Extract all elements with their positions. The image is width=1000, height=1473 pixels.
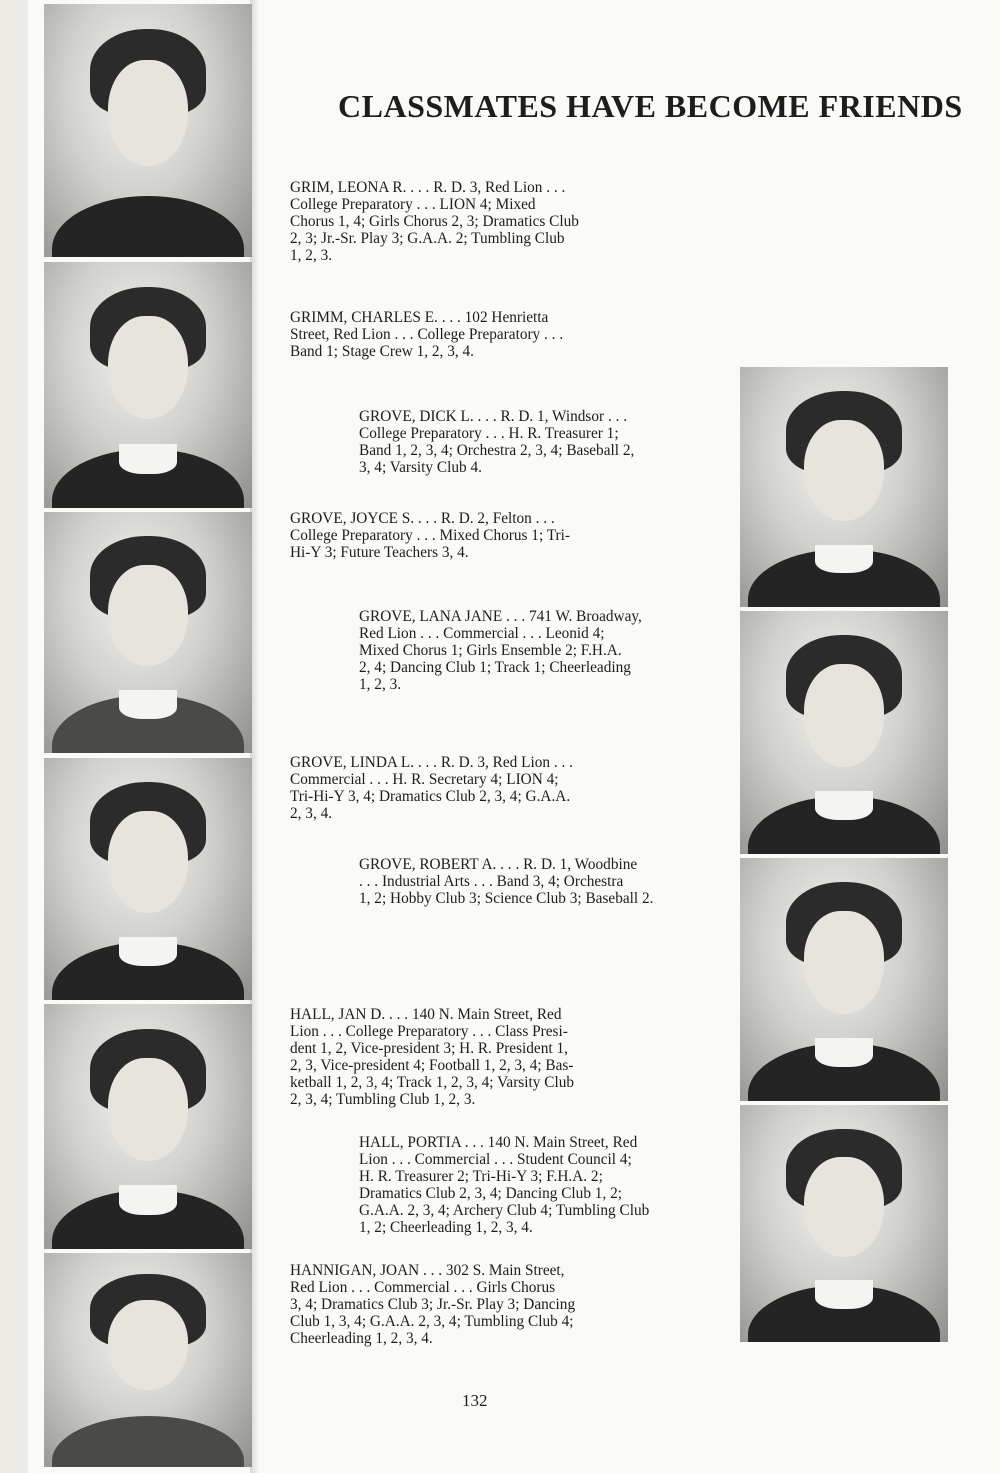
entry-line: Street, Red Lion . . . College Preparatory . . .	[290, 326, 564, 343]
entry-line: dent 1, 2, Vice-president 3; H. R. President 1,	[290, 1040, 568, 1057]
portrait-photo	[740, 858, 948, 1101]
entry-line: Red Lion . . . Commercial . . . Girls Chorus	[290, 1279, 556, 1296]
portrait-photo	[44, 1253, 252, 1467]
entry-line: HALL, PORTIA . . . 140 N. Main Street, Red	[359, 1134, 638, 1151]
entry-line: Dramatics Club 2, 3, 4; Dancing Club 1, 2;	[359, 1185, 622, 1202]
student-entry	[290, 1262, 640, 1347]
entry-line: GROVE, LINDA L. . . . R. D. 3, Red Lion . . .	[290, 754, 573, 771]
entry-line: Chorus 1, 4; Girls Chorus 2, 3; Dramatics Club	[290, 213, 579, 230]
entry-line: GRIM, LEONA R. . . . R. D. 3, Red Lion . . .	[290, 179, 566, 196]
student-entry	[290, 179, 638, 264]
entry-line: 1, 2; Hobby Club 3; Science Club 3; Baseball 2.	[359, 890, 654, 907]
entry-line: Commercial . . . H. R. Secretary 4; LION 4;	[290, 771, 559, 788]
entry-line: Cheerleading 1, 2, 3, 4.	[290, 1330, 433, 1347]
portrait-photo	[740, 1105, 948, 1342]
entry-line: HANNIGAN, JOAN . . . 302 S. Main Street,	[290, 1262, 565, 1279]
entry-line: 2, 4; Dancing Club 1; Track 1; Cheerleading	[359, 659, 631, 676]
student-entry	[359, 408, 709, 476]
page-heading: CLASSMATES HAVE BECOME FRIENDS	[338, 88, 963, 124]
entry-line: College Preparatory . . . Mixed Chorus 1; Tri-	[290, 527, 570, 544]
entry-line: GROVE, DICK L. . . . R. D. 1, Windsor . . .	[359, 408, 628, 425]
entry-line: GROVE, JOYCE S. . . . R. D. 2, Felton . . .	[290, 510, 555, 527]
entry-line: 1, 2, 3.	[359, 676, 402, 693]
student-entry	[290, 754, 640, 822]
portrait-photo	[44, 262, 252, 508]
entry-line: Club 1, 3, 4; G.A.A. 2, 3, 4; Tumbling Club 4;	[290, 1313, 574, 1330]
entry-line: H. R. Treasurer 2; Tri-Hi-Y 3; F.H.A. 2;	[359, 1168, 603, 1185]
student-entry	[359, 608, 709, 693]
entry-line: 1, 2; Cheerleading 1, 2, 3, 4.	[359, 1219, 533, 1236]
entry-line: . . . Industrial Arts . . . Band 3, 4; Orchestra	[359, 873, 624, 890]
entry-line: Lion . . . College Preparatory . . . Class Presi-	[290, 1023, 568, 1040]
entry-line: Tri-Hi-Y 3, 4; Dramatics Club 2, 3, 4; G.A.A.	[290, 788, 571, 805]
entry-line: ketball 1, 2, 3, 4; Track 1, 2, 3, 4; Varsity Club	[290, 1074, 574, 1091]
student-entry	[290, 309, 640, 360]
entry-line: 3, 4; Dramatics Club 3; Jr.-Sr. Play 3; Dancing	[290, 1296, 576, 1313]
portrait-photo	[740, 367, 948, 607]
entry-line: College Preparatory . . . H. R. Treasurer 1;	[359, 425, 619, 442]
entry-line: 2, 3; Jr.-Sr. Play 3; G.A.A. 2; Tumbling Club	[290, 230, 565, 247]
entry-line: College Preparatory . . . LION 4; Mixed	[290, 196, 536, 213]
entry-line: GROVE, ROBERT A. . . . R. D. 1, Woodbine	[359, 856, 638, 873]
entry-line: 2, 3, Vice-president 4; Football 1, 2, 3, 4; Bas-	[290, 1057, 574, 1074]
entry-line: 1, 2, 3.	[290, 247, 333, 264]
entry-line: Red Lion . . . Commercial . . . Leonid 4;	[359, 625, 605, 642]
entry-line: G.A.A. 2, 3, 4; Archery Club 4; Tumbling Club	[359, 1202, 650, 1219]
student-entry	[359, 856, 709, 907]
page-edge	[0, 0, 28, 1473]
entry-line: 2, 3, 4; Tumbling Club 1, 2, 3.	[290, 1091, 476, 1108]
portrait-photo	[44, 512, 252, 753]
entry-line: Band 1, 2, 3, 4; Orchestra 2, 3, 4; Baseball 2,	[359, 442, 635, 459]
entry-line: 3, 4; Varsity Club 4.	[359, 459, 482, 476]
entry-line: Lion . . . Commercial . . . Student Council 4;	[359, 1151, 632, 1168]
entry-line: GROVE, LANA JANE . . . 741 W. Broadway,	[359, 608, 642, 625]
entry-line: GRIMM, CHARLES E. . . . 102 Henrietta	[290, 309, 549, 326]
entry-line: Hi-Y 3; Future Teachers 3, 4.	[290, 544, 469, 561]
entry-line: Band 1; Stage Crew 1, 2, 3, 4.	[290, 343, 474, 360]
entry-line: 2, 3, 4.	[290, 805, 333, 822]
student-entry	[290, 1006, 640, 1108]
entry-line: HALL, JAN D. . . . 140 N. Main Street, Red	[290, 1006, 562, 1023]
portrait-photo	[44, 4, 252, 257]
student-entry	[290, 510, 640, 561]
student-entry	[359, 1134, 709, 1236]
portrait-photo	[44, 758, 252, 1000]
page-number: 132	[462, 1391, 488, 1410]
entry-line: Mixed Chorus 1; Girls Ensemble 2; F.H.A.	[359, 642, 622, 659]
portrait-photo	[44, 1004, 252, 1249]
portrait-photo	[740, 611, 948, 854]
